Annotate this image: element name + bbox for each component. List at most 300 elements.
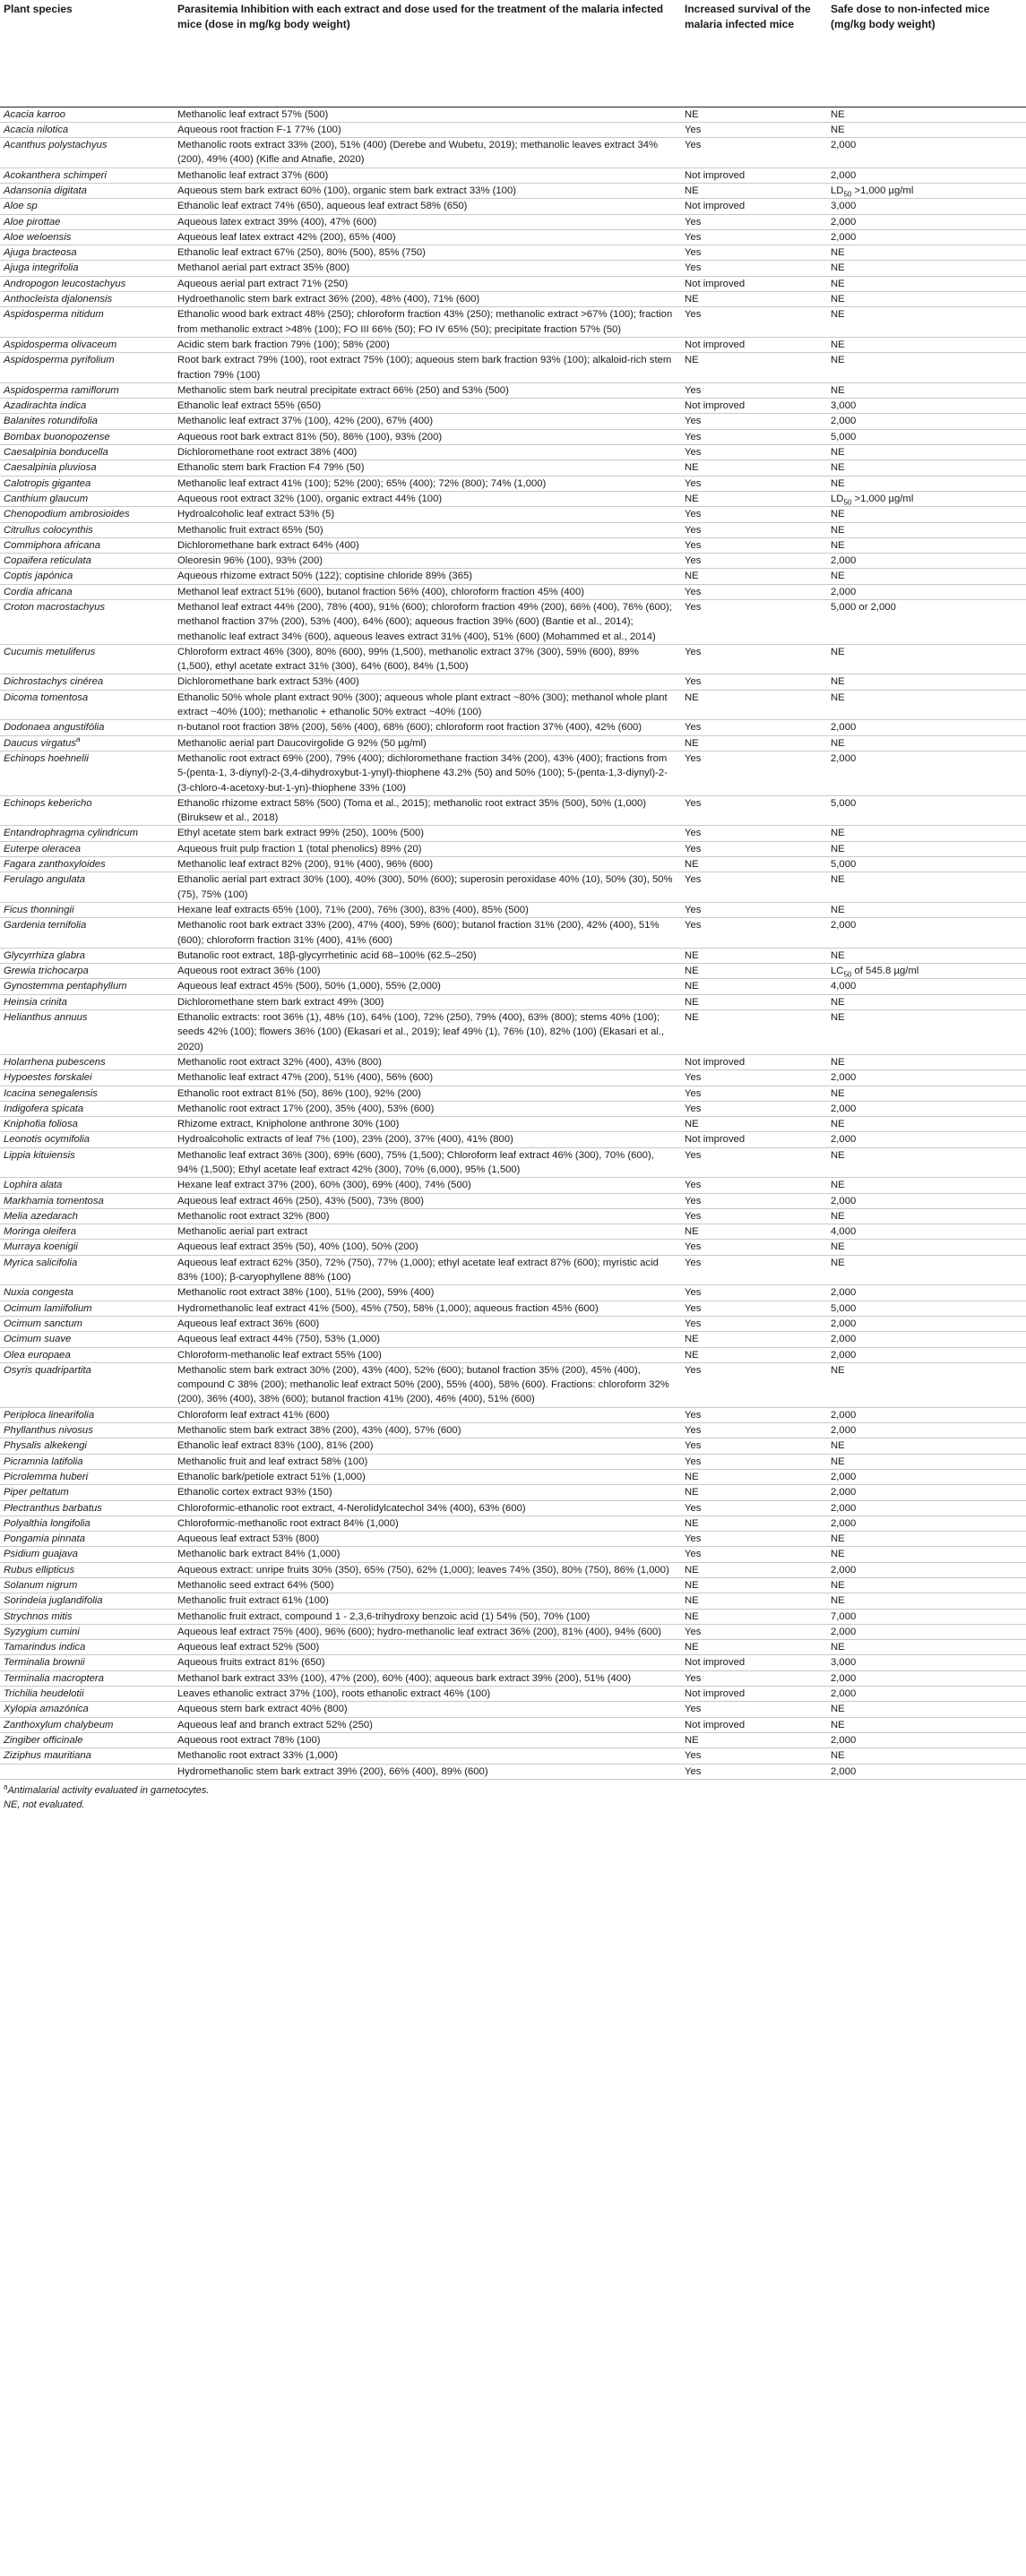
table-row [0,1054,1026,1069]
cell-parasitemia-inhibition: Methanolic fruit extract, compound 1 - 2,3,6-trihydroxy benzoic acid (1) 54% (50), 70% (100) [174,1609,681,1624]
table-row [0,307,1026,338]
cell-safe-dose: NE [827,307,1026,338]
cell-parasitemia-inhibition: Ethanolic 50% whole plant extract 90% (300); aqueous whole plant extract ~80% (300); methanol whole plant extract ~40% (100); methanolic + ethanolic 50% extract ~40% (100) [174,690,681,720]
table-row [0,167,1026,183]
cell-safe-dose: 4,000 [827,979,1026,994]
cell-safe-dose: 2,000 [827,1132,1026,1147]
cell-safe-dose: 3,000 [827,199,1026,214]
cell-plant-species: Commiphora africana [0,537,174,553]
cell-increased-survival: Yes [681,795,827,826]
cell-safe-dose: NE [827,337,1026,352]
cell-safe-dose: 2,000 [827,1516,1026,1531]
table-row [0,1255,1026,1285]
cell-parasitemia-inhibition: Aqueous leaf extract 35% (50), 40% (100), 50% (200) [174,1240,681,1255]
cell-plant-species: Murraya koenigii [0,1240,174,1255]
cell-safe-dose: 2,000 [827,1764,1026,1779]
cell-parasitemia-inhibition: Methanolic leaf extract 37% (600) [174,167,681,183]
cell-parasitemia-inhibition: Methanolic root extract 69% (200), 79% (400); dichloromethane fraction 34% (200), 43% (400); fractions from 5-(penta-1, 3-diynyl)-2-(3,4-dihydroxybut-1-ynyl)-thiophene 43.2% (50) and 50% (100); 5-(penta-1,3-diynyl)-2-(3-chloro-4-acetoxy-but-1-yn)-thiophene 33% (100) [174,751,681,795]
cell-increased-survival: Yes [681,1285,827,1301]
cell-increased-survival: NE [681,1469,827,1484]
cell-safe-dose: 5,000 [827,429,1026,444]
cell-increased-survival: NE [681,1485,827,1500]
cell-increased-survival: NE [681,857,827,872]
cell-parasitemia-inhibition: Methanol aerial part extract 35% (800) [174,261,681,276]
cell-plant-species: Ocimum lamiifolium [0,1301,174,1316]
cell-increased-survival: Not improved [681,1054,827,1069]
cell-parasitemia-inhibition: Aqueous leaf and branch extract 52% (250) [174,1717,681,1732]
table-row [0,1086,1026,1101]
table-row [0,1117,1026,1132]
table-row [0,1010,1026,1055]
cell-safe-dose: 2,000 [827,1193,1026,1208]
cell-plant-species: Psidium guajava [0,1547,174,1562]
cell-safe-dose: NE [827,1547,1026,1562]
table-row [0,600,1026,645]
table-row [0,1624,1026,1639]
cell-increased-survival: NE [681,460,827,476]
cell-parasitemia-inhibition: Ethanolic extracts: root 36% (1), 48% (10), 64% (100), 72% (250), 79% (400), 63% (800); stems 40% (100); seeds 42% (100); flowers 36% (100) (Ekasari et al., 2019); leaf 49% (1), 76% (10), 82% (100) (Ekasari et al., 2020) [174,1010,681,1055]
cell-safe-dose: NE [827,826,1026,841]
cell-increased-survival: Yes [681,1748,827,1764]
cell-plant-species: Periploca linearifolia [0,1407,174,1422]
cell-plant-species: Aspidosperma nitidum [0,307,174,338]
cell-plant-species: Cucumis metuliferus [0,644,174,674]
cell-safe-dose: NE [827,994,1026,1009]
table-row [0,292,1026,307]
cell-plant-species: Andropogon leucostachyus [0,276,174,291]
cell-parasitemia-inhibition: Aqueous rhizome extract 50% (122); coptisine chloride 89% (365) [174,569,681,584]
cell-increased-survival: Yes [681,1702,827,1717]
cell-plant-species: Gynostemma pentaphyllum [0,979,174,994]
cell-parasitemia-inhibition: Methanolic stem bark extract 38% (200), 43% (400), 57% (600) [174,1423,681,1438]
cell-safe-dose: 2,000 [827,1670,1026,1686]
cell-safe-dose: 2,000 [827,1347,1026,1362]
cell-safe-dose: NE [827,1178,1026,1193]
table-row [0,1562,1026,1577]
cell-parasitemia-inhibition: Aqueous leaf extract 53% (800) [174,1532,681,1547]
cell-increased-survival: Yes [681,414,827,429]
cell-increased-survival: NE [681,1224,827,1240]
cell-increased-survival: Yes [681,537,827,553]
cell-safe-dose: NE [827,1117,1026,1132]
cell-increased-survival: Not improved [681,1687,827,1702]
cell-parasitemia-inhibition: Ethanolic aerial part extract 30% (100), 40% (300), 50% (600); superosin peroxidase 40% (10), 50% (30), 50% (75), 75% (100) [174,872,681,903]
footnote-gametocytes: $^a$Antimalarial activity evaluated in gametocytes. [4,1782,210,1796]
cell-safe-dose: NE [827,1086,1026,1101]
cell-plant-species: Adansonia digitata [0,183,174,198]
cell-increased-survival: Yes [681,674,827,690]
cell-plant-species: Icacina senegalensis [0,1086,174,1101]
cell-plant-species: Echinops hoehnelii [0,751,174,795]
cell-parasitemia-inhibition: Aqueous stem bark extract 60% (100), organic stem bark extract 33% (100) [174,183,681,198]
cell-plant-species: Osyris quadripartita [0,1362,174,1407]
cell-increased-survival: Yes [681,1086,827,1101]
cell-parasitemia-inhibition: Hydromethanolic leaf extract 41% (500), 45% (750), 58% (1,000); aqueous fraction 45% (600) [174,1301,681,1316]
table-row [0,1316,1026,1331]
cell-safe-dose: 2,000 [827,1101,1026,1116]
table-row [0,537,1026,553]
cell-safe-dose: NE [827,537,1026,553]
table-row [0,1070,1026,1086]
cell-safe-dose: NE [827,460,1026,476]
cell-plant-species: Ferulago angulata [0,872,174,903]
cell-parasitemia-inhibition: Aqueous leaf extract 44% (750), 53% (1,000) [174,1332,681,1347]
cell-increased-survival: Yes [681,1407,827,1422]
table-row [0,214,1026,229]
table-row [0,1178,1026,1193]
cell-plant-species: Chenopodium ambrosioides [0,507,174,522]
table-row [0,554,1026,569]
cell-plant-species: Sorindeia juglandifolia [0,1593,174,1609]
cell-plant-species: Polyalthia longifolia [0,1516,174,1531]
table-row [0,476,1026,491]
table-row [0,261,1026,276]
cell-increased-survival: Yes [681,1208,827,1224]
cell-parasitemia-inhibition: Ethanolic stem bark Fraction F4 79% (50) [174,460,681,476]
cell-plant-species: Caesalpinia bonducella [0,445,174,460]
cell-parasitemia-inhibition: Ethanolic leaf extract 74% (650), aqueous leaf extract 58% (650) [174,199,681,214]
table-row [0,1240,1026,1255]
cell-plant-species: Acacia karroo [0,107,174,122]
cell-plant-species: Euterpe oleracea [0,841,174,856]
table-row [0,569,1026,584]
table-row [0,1454,1026,1469]
cell-increased-survival: Yes [681,1500,827,1516]
cell-increased-survival: Yes [681,1532,827,1547]
table-row [0,1732,1026,1747]
species-footnote-mark: a [76,734,81,743]
cell-parasitemia-inhibition: Butanolic root extract, 18β-glycyrrhetinic acid 68–100% (62.5–250) [174,948,681,963]
cell-safe-dose: 2,000 [827,1500,1026,1516]
cell-parasitemia-inhibition: Methanolic leaf extract 37% (100), 42% (200), 67% (400) [174,414,681,429]
cell-safe-dose: 3,000 [827,1655,1026,1670]
cell-increased-survival: Yes [681,445,827,460]
table-body [0,107,1026,1779]
cell-increased-survival: NE [681,292,827,307]
cell-parasitemia-inhibition: Ethanolic bark/petiole extract 51% (1,000) [174,1469,681,1484]
cell-increased-survival: Yes [681,751,827,795]
cell-plant-species: Ajuga integrifolia [0,261,174,276]
cell-increased-survival: Yes [681,476,827,491]
cell-increased-survival: Yes [681,261,827,276]
table-row [0,245,1026,261]
cell-parasitemia-inhibition: Methanolic aerial part Daucovirgolide G 92% (50 µg/ml) [174,735,681,751]
table-row [0,1347,1026,1362]
cell-parasitemia-inhibition: Leaves ethanolic extract 37% (100), roots ethanolic extract 46% (100) [174,1687,681,1702]
cell-increased-survival: NE [681,735,827,751]
table-row [0,491,1026,506]
cell-plant-species: Grewia trichocarpa [0,964,174,979]
table-row [0,429,1026,444]
cell-safe-dose: 2,000 [827,1070,1026,1086]
cell-plant-species: Lophira alata [0,1178,174,1193]
cell-parasitemia-inhibition: Aqueous root extract 78% (100) [174,1732,681,1747]
cell-safe-dose: 2,000 [827,1332,1026,1347]
cell-plant-species: Kniphofia foliosa [0,1117,174,1132]
table-row [0,1764,1026,1779]
cell-safe-dose: NE [827,569,1026,584]
cell-plant-species: Aspidosperma pyrifolium [0,353,174,383]
cell-safe-dose: 5,000 [827,1301,1026,1316]
cell-increased-survival: NE [681,183,827,198]
cell-increased-survival: NE [681,1593,827,1609]
cell-plant-species: Solanum nigrum [0,1578,174,1593]
cell-safe-dose: 2,000 [827,414,1026,429]
table-row [0,183,1026,198]
table-row [0,138,1026,168]
cell-increased-survival: NE [681,1516,827,1531]
cell-plant-species: Holarrhena pubescens [0,1054,174,1069]
cell-parasitemia-inhibition: Methanolic root extract 33% (1,000) [174,1748,681,1764]
cell-safe-dose: NE [827,1438,1026,1454]
dose-subscript: 50 [843,498,852,507]
footnote-ne: NE, not evaluated. [4,1799,85,1810]
table-row [0,399,1026,414]
cell-increased-survival: Yes [681,1624,827,1639]
cell-plant-species: Canthium glaucum [0,491,174,506]
cell-increased-survival: Yes [681,1454,827,1469]
cell-parasitemia-inhibition: Chloroformic-ethanolic root extract, 4-Nerolidylcatechol 34% (400), 63% (600) [174,1500,681,1516]
cell-safe-dose: NE [827,382,1026,398]
table-row [0,522,1026,537]
cell-plant-species: Pongamia pinnata [0,1532,174,1547]
cell-safe-dose: NE [827,292,1026,307]
cell-plant-species: Heinsia crinita [0,994,174,1009]
cell-plant-species: Acokanthera schimperi [0,167,174,183]
dose-subscript: 50 [843,190,852,199]
cell-safe-dose: 7,000 [827,1609,1026,1624]
table-row [0,584,1026,599]
cell-plant-species: Olea europaea [0,1347,174,1362]
cell-parasitemia-inhibition: Methanolic root extract 32% (800) [174,1208,681,1224]
table-row [0,644,1026,674]
table-row [0,1655,1026,1670]
cell-safe-dose: NE [827,1054,1026,1069]
cell-parasitemia-inhibition: Methanolic leaf extract 82% (200), 91% (400), 96% (600) [174,857,681,872]
cell-plant-species: Tamarindus indica [0,1640,174,1655]
cell-safe-dose: NE [827,1147,1026,1178]
cell-safe-dose: NE [827,1702,1026,1717]
cell-parasitemia-inhibition: Methanolic aerial part extract [174,1224,681,1240]
cell-plant-species: Glycyrrhiza glabra [0,948,174,963]
cell-plant-species: Aloe weloensis [0,229,174,245]
table-row [0,1224,1026,1240]
cell-plant-species: Terminalia brownii [0,1655,174,1670]
cell-safe-dose: 2,000 [827,720,1026,735]
table-row [0,1500,1026,1516]
cell-parasitemia-inhibition: Aqueous leaf extract 45% (500), 50% (1,000), 55% (2,000) [174,979,681,994]
cell-plant-species: Trichilia heudelotii [0,1687,174,1702]
cell-plant-species: Picrolemma huberi [0,1469,174,1484]
cell-plant-species: Cordia africana [0,584,174,599]
cell-increased-survival: Not improved [681,1655,827,1670]
cell-safe-dose: NE [827,1640,1026,1655]
table-row [0,1516,1026,1531]
table-row [0,199,1026,214]
dose-subscript: 50 [843,970,852,979]
table-row [0,826,1026,841]
cell-safe-dose: 2,000 [827,167,1026,183]
cell-plant-species: Daucus virgatus$^a$ [0,735,174,751]
cell-plant-species: Rubus ellipticus [0,1562,174,1577]
table-row [0,1208,1026,1224]
cell-parasitemia-inhibition: Dichloromethane stem bark extract 49% (300) [174,994,681,1009]
cell-plant-species: Dichrostachys cinérea [0,674,174,690]
cell-increased-survival: Yes [681,1547,827,1562]
cell-parasitemia-inhibition: Methanolic fruit extract 65% (50) [174,522,681,537]
cell-increased-survival: Yes [681,1193,827,1208]
cell-parasitemia-inhibition: Chloroform-methanolic leaf extract 55% (100) [174,1347,681,1362]
cell-safe-dose: NE [827,644,1026,674]
cell-increased-survival: NE [681,948,827,963]
table-row [0,1670,1026,1686]
cell-increased-survival: Yes [681,1301,827,1316]
cell-increased-survival: Not improved [681,1132,827,1147]
header-row [0,0,1026,107]
table-row [0,445,1026,460]
cell-safe-dose: $LD_{50} >1,000$ µg/ml [827,491,1026,506]
table-row [0,1547,1026,1562]
cell-increased-survival: Not improved [681,199,827,214]
cell-plant-species: Azadirachta indica [0,399,174,414]
cell-parasitemia-inhibition: Methanolic leaf extract 47% (200), 51% (400), 56% (600) [174,1070,681,1086]
cell-parasitemia-inhibition: Ethanolic leaf extract 67% (250), 80% (500), 85% (750) [174,245,681,261]
cell-plant-species: Zanthoxylum chalybeum [0,1717,174,1732]
cell-increased-survival: Yes [681,429,827,444]
cell-safe-dose: NE [827,1208,1026,1224]
cell-safe-dose: NE [827,522,1026,537]
cell-increased-survival: Not improved [681,276,827,291]
cell-increased-survival: Yes [681,1362,827,1407]
cell-parasitemia-inhibition: Chloroform extract 46% (300), 80% (600), 99% (1,500), methanolic extract 37% (300), 59% (600), 89% (1,500), ethyl acetate extract 31% (300), 64% (600), 84% (1,500) [174,644,681,674]
cell-safe-dose: NE [827,245,1026,261]
cell-safe-dose: 2,000 [827,1485,1026,1500]
cell-safe-dose: 2,000 [827,138,1026,168]
cell-plant-species: Terminalia macroptera [0,1670,174,1686]
table-row [0,1362,1026,1407]
cell-plant-species: Myrica salicifolia [0,1255,174,1285]
cell-safe-dose: NE [827,735,1026,751]
cell-parasitemia-inhibition: n-butanol root fraction 38% (200), 56% (400), 68% (600); chloroform root fraction 37% (400), 42% (600) [174,720,681,735]
cell-parasitemia-inhibition: Hydroalcoholic leaf extract 53% (5) [174,507,681,522]
cell-plant-species: Moringa oleifera [0,1224,174,1240]
cell-plant-species: Melia azedarach [0,1208,174,1224]
cell-parasitemia-inhibition: Aqueous leaf latex extract 42% (200), 65% (400) [174,229,681,245]
cell-parasitemia-inhibition: Aqueous aerial part extract 71% (250) [174,276,681,291]
cell-increased-survival: NE [681,107,827,122]
cell-parasitemia-inhibition: Methanolic root extract 38% (100), 51% (200), 59% (400) [174,1285,681,1301]
cell-parasitemia-inhibition: Methanolic root extract 32% (400), 43% (800) [174,1054,681,1069]
cell-safe-dose: NE [827,674,1026,690]
table-row [0,107,1026,122]
cell-plant-species: Ajuga bracteosa [0,245,174,261]
cell-plant-species: Hypoestes forskalei [0,1070,174,1086]
cell-safe-dose: NE [827,872,1026,903]
table-row [0,751,1026,795]
cell-increased-survival: NE [681,1347,827,1362]
cell-parasitemia-inhibition: Hydroalcoholic extracts of leaf 7% (100), 23% (200), 37% (400), 41% (800) [174,1132,681,1147]
cell-safe-dose: 2,000 [827,1469,1026,1484]
cell-increased-survival: Not improved [681,337,827,352]
table-row [0,1101,1026,1116]
cell-increased-survival: Yes [681,1255,827,1285]
cell-increased-survival: NE [681,353,827,383]
cell-increased-survival: Yes [681,138,827,168]
table-row [0,122,1026,137]
cell-parasitemia-inhibition: Ethanolic rhizome extract 58% (500) (Toma et al., 2015); methanolic root extract 35% (500), 50% (1,000) (Biruksew et al., 2018) [174,795,681,826]
table-row [0,229,1026,245]
cell-plant-species: Lippia kituiensis [0,1147,174,1178]
table-row [0,1438,1026,1454]
cell-increased-survival: NE [681,491,827,506]
cell-plant-species: Syzygium cumini [0,1624,174,1639]
table-row [0,994,1026,1009]
cell-increased-survival: Yes [681,229,827,245]
cell-plant-species: Dicoma tomentosa [0,690,174,720]
cell-parasitemia-inhibition: Chloroformic-methanolic root extract 84% (1,000) [174,1516,681,1531]
cell-increased-survival: Yes [681,720,827,735]
cell-parasitemia-inhibition: Aqueous latex extract 39% (400), 47% (600) [174,214,681,229]
cell-increased-survival: Not improved [681,399,827,414]
cell-safe-dose: NE [827,107,1026,122]
cell-safe-dose: NE [827,902,1026,917]
cell-plant-species: Ziziphus mauritiana [0,1748,174,1764]
cell-parasitemia-inhibition: Ethanolic leaf extract 55% (650) [174,399,681,414]
cell-increased-survival: Yes [681,918,827,949]
table-row [0,1640,1026,1655]
table-row [0,1748,1026,1764]
cell-safe-dose: NE [827,1748,1026,1764]
cell-increased-survival: Yes [681,1764,827,1779]
cell-plant-species: Coptis japónica [0,569,174,584]
cell-increased-survival: Yes [681,902,827,917]
cell-safe-dose: NE [827,841,1026,856]
cell-parasitemia-inhibition: Aqueous root extract 32% (100), organic extract 44% (100) [174,491,681,506]
cell-safe-dose: NE [827,1532,1026,1547]
table-row [0,1147,1026,1178]
cell-plant-species: Physalis alkekengi [0,1438,174,1454]
cell-plant-species: Indigofera spicata [0,1101,174,1116]
footnote-mark: a [4,1782,8,1791]
table-row [0,1532,1026,1547]
header-parasitemia-inhibition: Parasitemia Inhibition with each extract and dose used for the treatment of the malaria infected mice (dose in mg/kg body weight) [174,0,681,107]
cell-safe-dose: 5,000 [827,795,1026,826]
cell-safe-dose: 2,000 [827,1687,1026,1702]
cell-safe-dose: NE [827,353,1026,383]
table-row [0,414,1026,429]
cell-safe-dose: NE [827,276,1026,291]
table-row [0,460,1026,476]
cell-parasitemia-inhibition: Methanolic leaf extract 57% (500) [174,107,681,122]
cell-safe-dose: 2,000 [827,918,1026,949]
cell-safe-dose: 2,000 [827,214,1026,229]
cell-safe-dose: 2,000 [827,1624,1026,1639]
cell-plant-species: Strychnos mitis [0,1609,174,1624]
cell-increased-survival: Yes [681,1240,827,1255]
cell-safe-dose: NE [827,1362,1026,1407]
table-row [0,1285,1026,1301]
cell-safe-dose: 2,000 [827,1423,1026,1438]
cell-plant-species: Acanthus polystachyus [0,138,174,168]
cell-increased-survival: NE [681,569,827,584]
cell-increased-survival: Not improved [681,1717,827,1732]
cell-safe-dose: NE [827,1717,1026,1732]
cell-parasitemia-inhibition: Aqueous extract: unripe fruits 30% (350), 65% (750), 62% (1,000); leaves 74% (350), 80% (750), 86% (1,000) [174,1562,681,1577]
cell-plant-species: Aspidosperma olivaceum [0,337,174,352]
table-row [0,1332,1026,1347]
cell-parasitemia-inhibition: Aqueous leaf extract 62% (350), 72% (750), 77% (1,000); ethyl acetate leaf extract 87% (600); myristic acid 83% (100); β-caryophyllene 88% (100) [174,1255,681,1285]
cell-increased-survival: Yes [681,1423,827,1438]
